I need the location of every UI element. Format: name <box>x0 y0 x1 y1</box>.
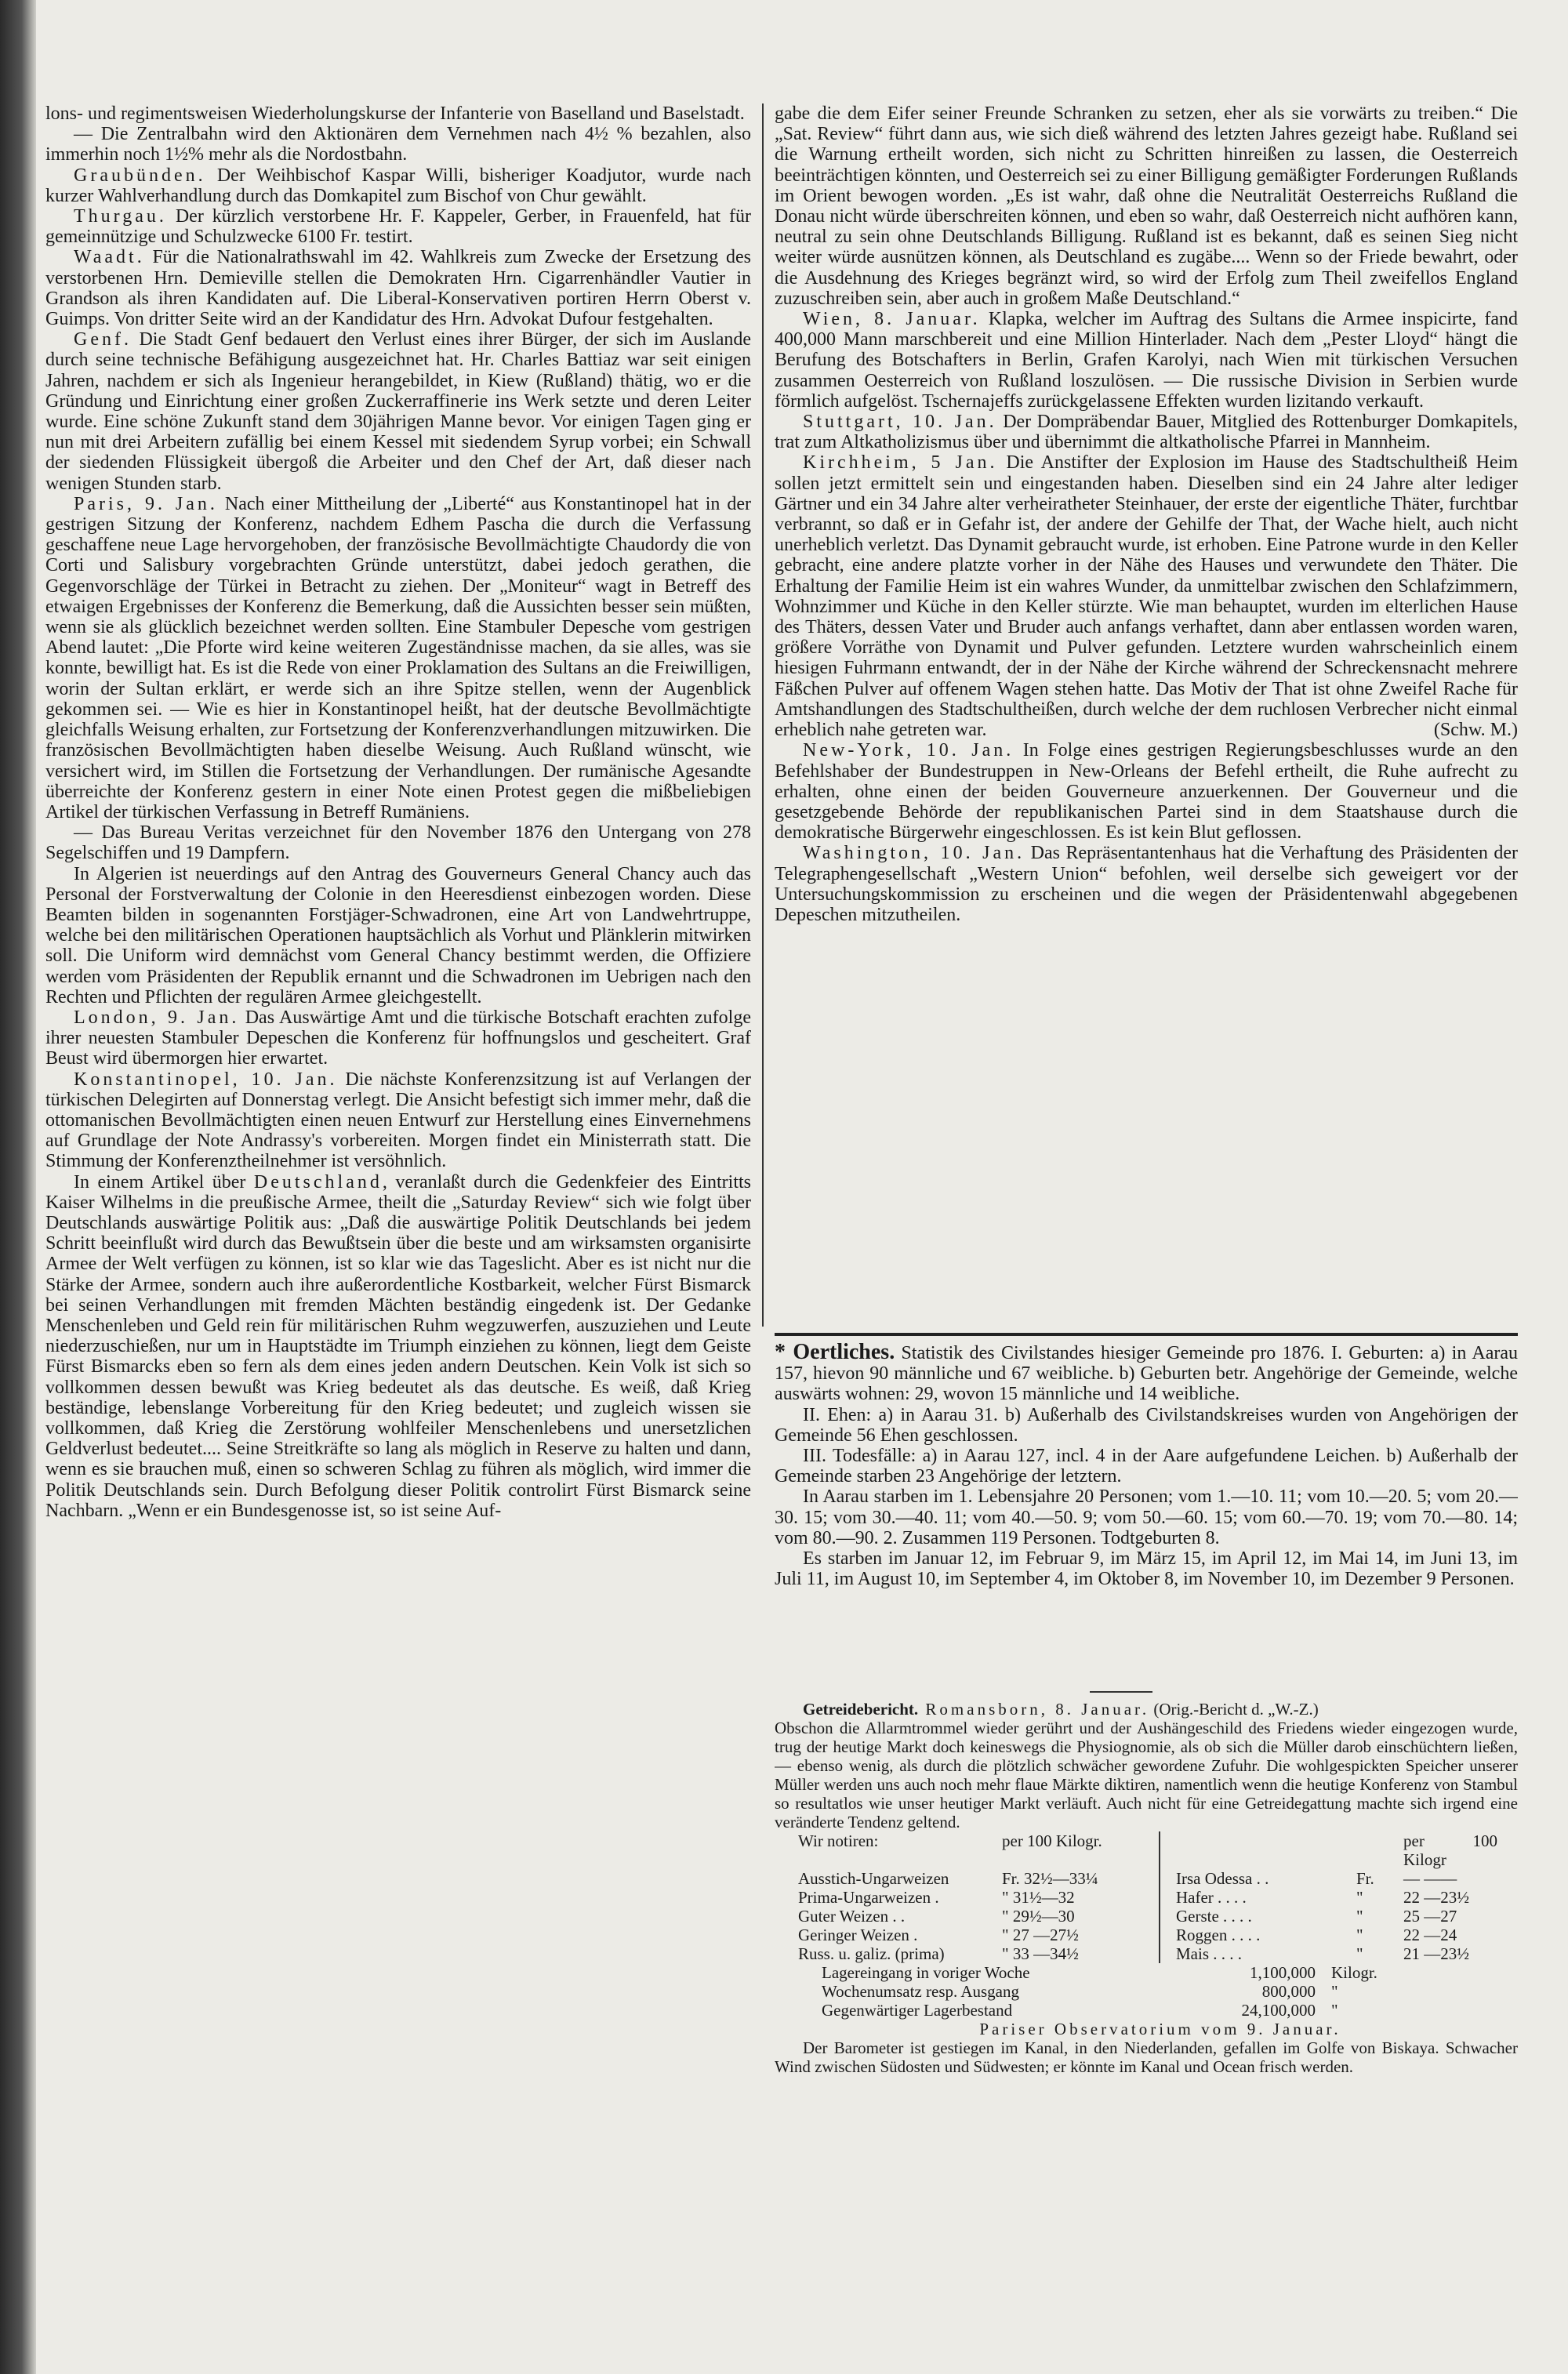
article <box>775 412 1518 452</box>
stock-value: 800,000 <box>1261 1982 1316 2001</box>
table-cell: 25 —27 <box>1403 1907 1457 1926</box>
section-rule <box>775 1333 1518 1336</box>
dateline: Deutschland <box>253 1171 383 1192</box>
stock-unit: " <box>1331 1982 1338 2001</box>
dateline: Stuttgart, 10. Jan. <box>803 412 997 433</box>
article <box>45 165 751 206</box>
article-text: In einem Artikel über <box>74 1171 254 1192</box>
dateline: Genf. <box>74 329 132 350</box>
table-cell: " 27 —27½ <box>1002 1926 1079 1944</box>
scan-edge <box>0 0 36 2374</box>
dateline: Wien, 8. Januar. <box>803 309 981 330</box>
column-divider <box>762 103 764 1327</box>
table-cell: Russ. u. galiz. (prima) <box>798 1944 945 1963</box>
article <box>775 1342 1518 1405</box>
article-text: Die nächste Konferenzsitzung ist auf Verlangen der türkischen Delegirten auf Donnerstag verlegt. Die Ansicht befestigt sich immer mehr, daß die ottomanischen Bevollmächtigten einen neuen Entwurf zur Herstellung eines Einvernehmens auf Grundlage der Note Andrassy's vorbereiten. Morgen findet ein Ministerrath statt. Die Stimmung der Konferenztheilnehmer ist versöhnlich. <box>45 1069 751 1172</box>
dateline: Konstantinopel, 10. Jan. <box>74 1069 338 1090</box>
article-text: Der Dompräbendar Bauer, Mitglied des Rottenburger Domkapitels, trat zum Altkatholizismus über und übernimmt die altkatholische Pfarrei in Mannheim. <box>775 412 1518 453</box>
right-column <box>775 103 1518 1327</box>
source-note: (Orig.-Bericht d. „W.-Z.) <box>1149 1700 1319 1719</box>
observatory-heading: Pariser Observatorium vom 9. Januar. <box>979 2020 1341 2038</box>
article-text: Obschon die Allarmtrommel wieder gerührt und der Aushängeschild des Friedens wieder eingezogen wurde, trug der heutige Markt doch keineswegs die Physiognomie, als ob sich die Müller darob einschüchtern ließen, — ebenso wenig, als durch die plötzlich schwächer gewordene Zufuhr. Die wohlgespickten Speicher unserer Müller werden uns auch noch mehr flaue Märkte diktiren, namentlich wenn die heutige Konferenz von Stambul so resultatlos wie unser heutiger Markt verläuft. Auch nicht für eine Getreidegattung machte sich irgend eine veränderte Tendenz geltend. <box>775 1719 1518 1831</box>
article <box>45 1069 751 1172</box>
stock-label: Lagereingang in voriger Woche <box>822 1963 1030 1982</box>
table-cell: Ausstich-Ungarweizen <box>798 1869 949 1888</box>
article <box>775 1700 1518 1719</box>
dateline: Washington, 10. Jan. <box>803 843 1025 864</box>
article <box>45 247 751 329</box>
table-cell: Fr. <box>1356 1869 1374 1888</box>
table-cell: " 31½—32 <box>1002 1888 1075 1907</box>
dateline: Kirchheim, 5 Jan. <box>803 452 998 474</box>
grain-report-section <box>775 1700 1518 2170</box>
table-cell: Geringer Weizen . <box>798 1926 918 1944</box>
stock-table <box>822 1963 1518 2020</box>
dateline: Paris, 9. Jan. <box>74 493 218 514</box>
table-cell: 21 —23½ <box>1403 1944 1469 1963</box>
article-text: Die Anstifter der Explosion im Hause des Stadtschultheiß Heim sollen jetzt ermittelt sein und eingestanden haben. Dieselben sind ein 24 Jahre alter lediger Gärtner und ein 34 Jahre alter verheiratheter Steinhauer, der erste der eigentliche Thäter, furchtbar verbrannt, so daß er in Gefahr ist, der andere der Gehilfe der That, der Wache hielt, auch nicht unerheblich verletzt. Das Dynamit gebraucht wurde, ist erhoben. Eine Patrone wurde in den Keller gebracht, eine andere platzte vorher in der Nähe des Hauses und verwundete den Thäter. Die Erhaltung der Familie Heim ist ein wahres Wunder, da unmittelbar zwischen den Schlafzimmern, Wohnzimmer und Küche in den Keller stürzte. Wie man behauptet, wurden im elterlichen Hause des Thäters, dessen Vater und Bruder auch anfangs verhaftet, dann aber entlassen worden waren, größere Vorräthe von Dynamit und Pulver gefunden. Letztere wurden wahrscheinlich einem hiesigen Fuhrmann entwandt, der in der Nähe der Kirche während der Schreckensnacht mehrere Fäßchen Pulver auf offenem Wagen stehen hatte. Das Motiv der That ist ohne Zweifel Rache für Amtshandlungen des Stadtschultheißen, durch welche der dem ruchlosen Verbrecher nicht einmal erheblich nahe getreten war. <box>775 452 1518 741</box>
stock-label: Gegenwärtiger Lagerbestand <box>822 2001 1013 2020</box>
table-cell: — —— <box>1403 1869 1457 1888</box>
article <box>45 1172 751 1521</box>
article-text: Statistik des Civilstandes hiesiger Gemeinde pro 1876. I. Geburten: a) in Aarau 157, hievon 90 männliche und 67 weibliche. b) Geburten betr. Angehörige der Gemeinde, welche auswärts wohnen: 29, wovon 15 männliche und 14 weibliche. <box>775 1343 1518 1405</box>
stock-value: 24,100,000 <box>1241 2001 1316 2020</box>
table-cell: " <box>1356 1888 1363 1907</box>
dateline: Waadt. <box>74 247 145 268</box>
article-text: Das Repräsentantenhaus hat die Verhaftung des Präsidenten der Telegraphengesellschaft „Western Union“ befohlen, weil derselbe sich geweigert vor der Untersuchungskommission zu erscheinen und die wegen der Präsidentenwahl abgegebenen Depeschen mitzutheilen. <box>775 843 1518 925</box>
source-note: (Schw. M.) <box>1433 720 1518 741</box>
article-text: Es starben im Januar 12, im Februar 9, im März 15, im April 12, im Mai 14, im Juni 13, im Juli 11, im August 10, im September 4, im Oktober 8, im November 10, im Dezember 9 Personen. <box>775 1548 1518 1590</box>
article <box>45 494 751 822</box>
table-cell: " <box>1356 1907 1363 1926</box>
article-text: — Die Zentralbahn wird den Aktionären dem Vernehmen nach 4½ % bezahlen, also immerhin noch 1½% mehr als die Nordostbahn. <box>45 124 751 165</box>
table-cell: 22 —24 <box>1403 1926 1457 1944</box>
stock-label: Wochenumsatz resp. Ausgang <box>822 1982 1019 2001</box>
article <box>45 206 751 247</box>
article-text: In Aarau starben im 1. Lebensjahre 20 Personen; vom 1.—10. 11; vom 10.—20. 5; vom 20.—30. 15; vom 30.—40. 11; vom 40.—50. 9; vom 50.—60. 15; vom 60.—70. 19; vom 70.—80. 14; vom 80.—90. 2. Zusammen 119 Personen. Todtgeburten 8. <box>775 1486 1518 1548</box>
article-text: — Das Bureau Veritas verzeichnet für den November 1876 den Untergang von 278 Segelschiffen und 19 Dampfern. <box>45 822 751 864</box>
stock-unit: " <box>1331 2001 1338 2020</box>
table-cell: Prima-Ungarweizen . <box>798 1888 939 1907</box>
article <box>45 1007 751 1069</box>
article <box>775 452 1518 740</box>
article-text: II. Ehen: a) in Aarau 31. b) Außerhalb des Civilstandskreises wurden von Angehörigen der Gemeinde 56 Ehen geschlossen. <box>775 1404 1518 1446</box>
table-cell: Hafer . . . . <box>1176 1888 1247 1907</box>
table-cell: Guter Weizen . . <box>798 1907 906 1926</box>
article-text: Der kürzlich verstorbene Hr. F. Kappeler, Gerber, in Frauenfeld, hat für gemeinnützige und Schulzwecke 6100 Fr. testirt. <box>45 206 751 248</box>
stock-value: 1,100,000 <box>1250 1963 1316 1982</box>
left-column <box>45 103 751 2165</box>
stock-unit: Kilogr. <box>1331 1963 1377 1982</box>
article-text: lons- und regimentsweisen Wiederholungskurse der Infanterie von Baselland und Baselstadt. <box>45 103 745 124</box>
article-text: , veranlaßt durch die Gedenkfeier des Eintritts Kaiser Wilhelms in die preußische Armee, theilt die „Saturday Review“ sich wie folgt über Deutschlands auswärtige Politik aus: „Daß die auswärtige Politik Deutschlands bei jedem Schritt beeinflußt wird durch das Bewußtsein über die beste und am wirksamsten organisirte Armee der Welt verfügen zu können, ist so klar wie das Tageslicht. Aber es ist nicht nur die Stärke der Armee, sondern auch ihre außerordentliche Kostbarkeit, welcher Fürst Bismarck bei seinen Verhandlungen mit fremden Mächten beständig eingedenk ist. Der Gedanke Menschenleben und Geld rein für militärischen Ruhm wegzuwerfen, auszuziehen und Leute niederzuschießen, nur um in Hauptstädte im Triumph einziehen zu können, liegt dem Geiste Fürst Bismarcks eben so fern als dem eines jeden andern Deutschen. Kein Volk ist sich so vollkommen dessen bewußt was Krieg bedeutet als das deutsche. Es weiß, daß Krieg beständige, lebenslange Vorbereitung für den Krieg bedeutet; und zugleich wissen sie vollkommen, daß Krieg die Zerstörung wohlfeiler Menschenlebens und unersetzlichen Geldverlust bedeutet.... Seine Streitkräfte so lang als möglich in Reserve zu halten und dann, wenn es sie brauchen muß, einen so schweren Schlag zu führen als möglich, wird immer die Politik Deutschlands sein. Durch Befolgung dieser Politik controlirt Fürst Bismarck seine Nachbarn. „Wenn er ein Bundesgenosse ist, so ist seine Auf- <box>45 1171 751 1521</box>
article <box>775 309 1518 412</box>
price-table <box>798 1831 1518 1963</box>
table-cell: " <box>1356 1944 1363 1963</box>
table-header: Wir notiren: <box>798 1831 879 1850</box>
section-heading: * Oertliches. <box>775 1342 895 1364</box>
article-text: Nach einer Mittheilung der „Liberté“ aus Konstantinopel hat in der gestrigen Sitzung der Konferenz, nachdem Edhem Pascha die durch die Verfassung geschaffene neue Lage hervorgehoben, der französische Bevollmächtigte Chaudordy die von Corti und Salisbury vorgebrachten Gründe unterstützt, dabei jedoch gerathen, die Gegenvorschläge der Türkei in Betracht zu ziehen. Der „Moniteur“ wagt in Betreff des etwaigen Ergebnisses der Konferenz die Bemerkung, daß die Aussichten besser sein müßten, wenn sie als glücklich bezeichnet werden sollten. Eine Stambuler Depesche vom gestrigen Abend lautet: „Die Pforte wird keine weiteren Zugeständnisse machen, da sie alles, was sie konnte, bewilligt hat. Es ist die Rede von einer Proklamation des Sultans an die Freiwilligen, worin der Sultan erklärt, er werde sich an ihre Spitze stellen, wenn der Augenblick gekommen sei. — Wie es hier in Konstantinopel heißt, hat der deutsche Bevollmächtigte gleichfalls Weisung erhalten, zur Fortsetzung der Konferenzverhandlungen mitzuwirken. Die französischen Bevollmächtigten haben dieselbe Weisung. Auch Rußland wünscht, wie versichert wird, im Stillen die Fortsetzung der Verhandlungen. Der rumänische Agesandte überreichte der Konferenz gestern in einer Note einen Protest gegen die mißbeliebigen Artikel der türkischen Verfassung in Betreff Rumäniens. <box>45 493 751 822</box>
table-cell: Gerste . . . . <box>1176 1907 1252 1926</box>
section-heading: Getreidebericht. <box>803 1700 919 1719</box>
article-text: Für die Nationalrathswahl im 42. Wahlkreis zum Zwecke der Ersetzung des verstorbenen Hrn. Demieville stellen die Demokraten Hrn. Cigarrenhändler Vautier in Grandson als ihren Kandidaten auf. Die Liberal-Konservativen portiren Herrn Oberst v. Guimps. Von dritter Seite wird an der Kandidatur des Hrn. Advokat Dufour festgehalten. <box>45 247 751 330</box>
section-rule <box>1090 1691 1152 1693</box>
article-text: Der Barometer ist gestiegen im Kanal, in den Niederlanden, gefallen im Golfe von Biskaya. Schwacher Wind zwischen Südosten und Südwesten; er könnte im Kanal und Ocean frisch werden. <box>775 2038 1518 2076</box>
dateline: Romansborn, 8. Januar. <box>918 1700 1150 1719</box>
table-cell: Mais . . . . <box>1176 1944 1242 1963</box>
table-cell: " 33 —34½ <box>1002 1944 1079 1963</box>
article-text: gabe die dem Eifer seiner Freunde Schranken zu setzen, eher als sie vorwärts zu treiben.“ Die „Sat. Review“ führt dann aus, wie sich dieß während des letzten Jahres gezeigt habe. Rußland sei die Warnung ertheilt worden, sich nicht zu Schritten hinreißen zu lassen, die Oesterreich beeinträchtigen könnten, und Oesterreich sei zu einer Billigung gemäßigter Forderungen Rußlands im Orient bewogen worden. „Es ist wahr, daß ohne die Neutralität Oesterreichs Rußland die Donau nicht würde überschreiten können, und eben so wahr, daß Oesterreich nicht aufhören kann, neutral zu sein ohne Deutschlands Billigung. Rußland ist es bekannt, daß es seinen Sieg nicht weiter würde ausnützen können, als Deutschland es zugäbe.... Wenn so der Friede bewahrt, oder die Ausdehnung des Krieges begränzt wird, so wird der Erfolg zum Theil zweifellos England zuzuschreiben sein, aber auch in großem Maße Deutschland.“ <box>775 103 1518 309</box>
table-cell: " <box>1356 1926 1363 1944</box>
table-header: per 100 Kilogr. <box>1002 1831 1102 1850</box>
article-text: In Folge eines gestrigen Regierungsbeschlusses wurde an den Befehlshaber der Bundestruppen in New-Orleans der Befehl ertheilt, die Ruhe aufrecht zu erhalten, ohne einen der beiden Gouverneure anzuerkennen. Der Gouverneur und die gesetzgebende Behörde der republikanischen Partei sind in dem Staatshause durch die demokratische Bürgerwehr eingeschlossen. Es ist kein Blut geflossen. <box>775 740 1518 844</box>
dateline: Graubünden. <box>74 165 206 186</box>
article <box>45 329 751 494</box>
article-text: Das Auswärtige Amt und die türkische Botschaft erachten zufolge ihrer neuesten Stambuler Depeschen die Konferenz für hoffnungslos und gescheitert. Graf Beust wird übermorgen hier erwartet. <box>45 1007 751 1069</box>
article-text: Der Weihbischof Kaspar Willi, bisheriger Koadjutor, wurde nach kurzer Wahlverhandlung durch das Domkapitel zum Bischof von Chur gewählt. <box>45 165 751 206</box>
article-text: III. Todesfälle: a) in Aarau 127, incl. 4 in der Aare aufgefundene Leichen. b) Außerhalb der Gemeinde starben 23 Angehörige der letztern. <box>775 1446 1518 1487</box>
dateline: Thurgau. <box>74 206 167 227</box>
table-cell: Fr. 32½—33¼ <box>1002 1869 1098 1888</box>
table-cell: " 29½—30 <box>1002 1907 1075 1926</box>
article-text: Die Stadt Genf bedauert den Verlust eines ihrer Bürger, der sich im Auslande durch seine technische Befähigung ausgezeichnet hat. Hr. Charles Battiaz war seit einigen Jahren, nachdem er sich als Ingenieur herangebildet, in Kiew (Rußland) thätig, wo er die Gründung und Einrichtung einer großen Zuckerraffinerie ins Werk setzte und deren Leiter wurde. Eine schöne Zukunft stand dem 30jährigen Manne bevor. Vor einigen Tagen ging er nun mit drei Arbeitern zufällig bei einem Kessel mit siedendem Syrup vorbei; ein Schwall der siedenden Flüssigkeit übergoß die Arbeiter und den Chef der Art, daß dieser nach wenigen Stunden starb. <box>45 329 751 494</box>
dateline: London, 9. Jan. <box>74 1007 240 1028</box>
table-cell: 22 —23½ <box>1403 1888 1469 1907</box>
article <box>775 740 1518 843</box>
table-header: per 100 Kilogr <box>1403 1831 1497 1869</box>
article-text: In Algerien ist neuerdings auf den Antrag des Gouverneurs General Chancy auch das Personal der Forstverwaltung der Colonie in den Heeresdienst einbezogen worden. Diese Beamten bilden in sogenannten Forstjäger-Schwadronen, eine Art von Landwehrtruppe, welche bei den militärischen Operationen hauptsächlich als Vorhut und Plänklerin mitwirken soll. Die Uniform wird demnächst vom General Chancy bestimmt werden, die Offiziere werden vom Präsidenten der Republik ernannt und die Schwadronen im Uebrigen nach den Rechten und Pflichten der regulären Armee gleichgestellt. <box>45 863 751 1007</box>
table-cell: Roggen . . . . <box>1176 1926 1261 1944</box>
article <box>775 843 1518 925</box>
article-text: Klapka, welcher im Auftrag des Sultans die Armee inspicirte, fand 400,000 Mann marschbereit und eine Million Hinterlader. Nach dem „Pester Lloyd“ hängt die Berufung des Botschafters in Berlin, Grafen Karolyi, nach Wien mit türkischen Versuchen zusammen Oesterreich von Rußland loszulösen. — Die russische Division in Serbien wurde förmlich aufgelöst. Tschernajeffs zurückgelassene Effekten wurden lizitando verkauft. <box>775 309 1518 412</box>
local-news-section <box>775 1342 1518 1687</box>
table-cell: Irsa Odessa . . <box>1176 1869 1269 1888</box>
dateline: New-York, 10. Jan. <box>803 740 1014 761</box>
